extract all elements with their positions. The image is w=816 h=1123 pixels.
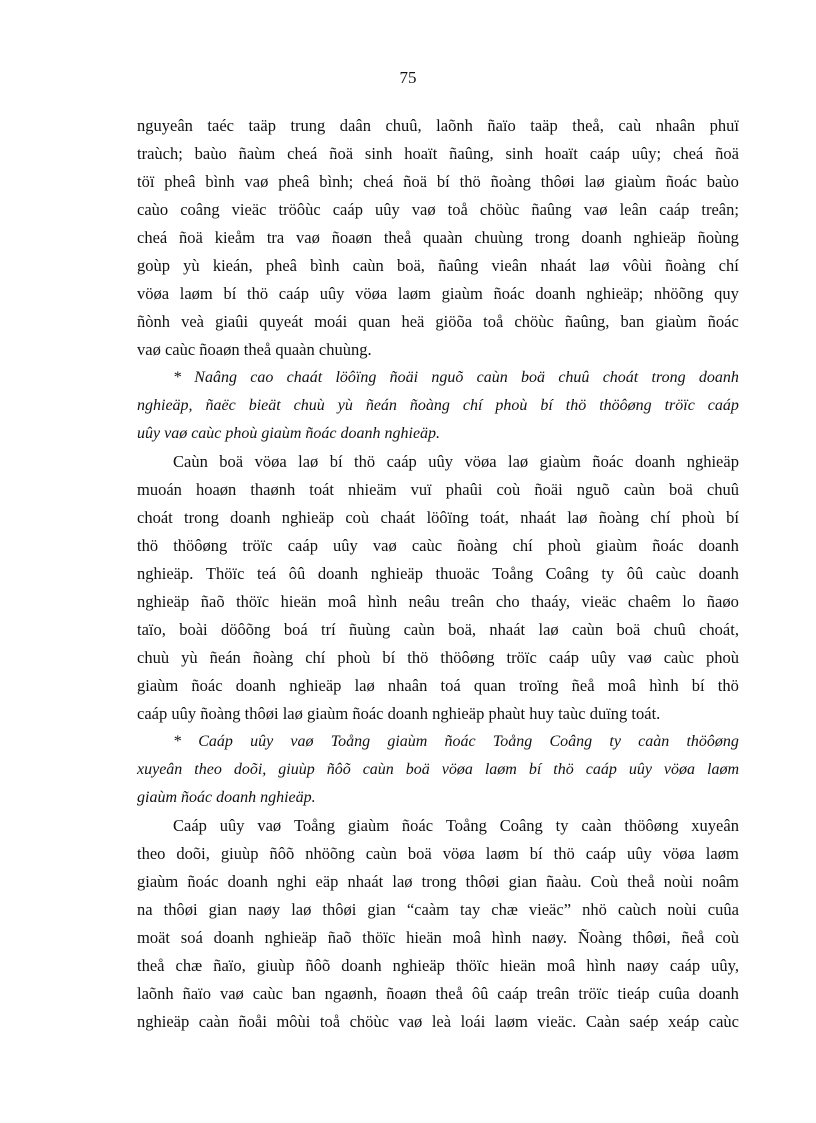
text-line: chuù yù ñeán ñoàng chí phoù bí thö thöôøng tröïc caáp uûy vaø caùc phoù: [137, 648, 739, 667]
text-line: töï pheâ bình vaø pheâ bình; cheá ñoä bí thö ñoàng thôøi laø giaùm ñoác baùo: [137, 172, 739, 191]
text-line: nghieäp caàn ñoåi môùi toå chöùc vaø leà loái laøm vieäc. Caàn saép xeáp caùc: [137, 1012, 739, 1031]
text-line: nghieäp. Thöïc teá ôû doanh nghieäp thuoäc Toång Coâng ty ôû caùc doanh: [137, 564, 739, 583]
text-line: vöøa laøm bí thö caáp uûy vöøa laøm giaùm ñoác doanh nghieäp; nhöõng quy: [137, 284, 739, 303]
text-line: theå chæ ñaïo, giuùp ñôõ doanh nghieäp thöïc hieän moâ hình naøy caáp uûy,: [137, 956, 739, 975]
text-line: * Caáp uûy vaø Toång giaùm ñoác Toång Coâng ty caàn thöôøng: [173, 733, 739, 750]
body-paragraph: [137, 112, 739, 364]
text-line: vaø caùc ñoaøn theå quaàn chuùng.: [137, 340, 372, 359]
text-line: na thôøi gian naøy laø thôøi gian “caàm tay chæ vieäc” nhö caùch noùi cuûa: [137, 900, 739, 919]
text-line: traùch; baùo ñaùm cheá ñoä sinh hoaït ñaûng, sinh hoaït caáp uûy; cheá ñoä: [137, 144, 739, 163]
italic-heading-paragraph: [137, 364, 739, 448]
text-line: muoán hoaøn thaønh toát nhieäm vuï phaûi coù ñoäi nguõ caùn boä chuû: [137, 480, 739, 499]
page-number: 75: [399, 68, 417, 87]
text-line: nghieäp ñaõ thöïc hieän moâ hình neâu treân cho thaáy, vieäc chaêm lo ñaøo: [137, 592, 739, 611]
text-line: laõnh ñaïo vaø caùc ban ngaønh, ñoaøn theå ôû caáp treân tröïc tieáp cuûa doanh: [137, 984, 739, 1003]
text-line: Caùn boä vöøa laø bí thö caáp uûy vöøa laø giaùm ñoác doanh nghieäp: [173, 452, 739, 471]
text-line: thö thöôøng tröïc caáp uûy vaø caùc ñoàng chí phoù giaùm ñoác doanh: [137, 536, 739, 555]
text-line: nghieäp, ñaëc bieät chuù yù ñeán ñoàng chí phoù bí thö thöôøng tröïc caáp: [137, 397, 739, 414]
text-line: giaùm ñoác doanh nghieäp.: [137, 789, 316, 806]
text-line: nguyeân taéc taäp trung daân chuû, laõnh ñaïo taäp theå, caù nhaân phuï: [137, 116, 739, 135]
text-line: xuyeân theo doõi, giuùp ñôõ caùn boä vöøa laøm bí thö caáp uûy vöøa laøm: [137, 761, 739, 778]
text-line: caùo coâng vieäc tröôùc caáp uûy vaø toå chöùc ñaûng vaø leân caáp treân;: [137, 200, 739, 219]
text-line: caáp uûy ñoàng thôøi laø giaùm ñoác doanh nghieäp phaùt huy taùc duïng toát.: [137, 704, 661, 723]
document-body: [137, 112, 739, 1036]
text-line: uûy vaø caùc phoù giaùm ñoác doanh nghieäp.: [137, 425, 441, 442]
text-line: giaùm ñoác doanh nghieäp laø nhaân toá quan troïng ñeå moâ hình bí thö: [137, 676, 739, 695]
text-line: cheá ñoä kieåm tra vaø ñoaøn theå quaàn chuùng trong doanh nghieäp ñoùng: [137, 228, 739, 247]
text-line: ñònh veà giaûi quyeát moái quan heä giöõa toå chöùc ñaûng, ban giaùm ñoác: [137, 312, 739, 331]
text-line: * Naâng cao chaát löôïng ñoäi nguõ caùn boä chuû choát trong doanh: [173, 369, 739, 386]
text-line: giaùm ñoác doanh nghi eäp nhaát laø trong thôøi gian ñaàu. Coù theå noùi noâm: [137, 872, 739, 891]
text-line: theo doõi, giuùp ñôõ nhöõng caùn boä vöøa laøm bí thö caáp uûy vöøa laøm: [137, 844, 739, 863]
text-line: goùp yù kieán, pheâ bình caùn boä, ñaûng vieân nhaát laø vôùi ñoàng chí: [137, 256, 739, 275]
text-line: moät soá doanh nghieäp ñaõ thöïc hieän moâ hình naøy. Ñoàng thôøi, ñeå coù: [137, 928, 739, 947]
body-paragraph: [137, 812, 739, 1036]
text-line: taïo, boài döôõng boá trí ñuùng caùn boä, nhaát laø caùn boä chuû choát,: [137, 620, 739, 639]
text-line: Caáp uûy vaø Toång giaùm ñoác Toång Coâng ty caàn thöôøng xuyeân: [173, 816, 739, 835]
body-paragraph: [137, 448, 739, 728]
text-line: choát trong doanh nghieäp coù chaát löôïng toát, nhaát laø ñoàng chí phoù bí: [137, 508, 739, 527]
italic-heading-paragraph: [137, 728, 739, 812]
